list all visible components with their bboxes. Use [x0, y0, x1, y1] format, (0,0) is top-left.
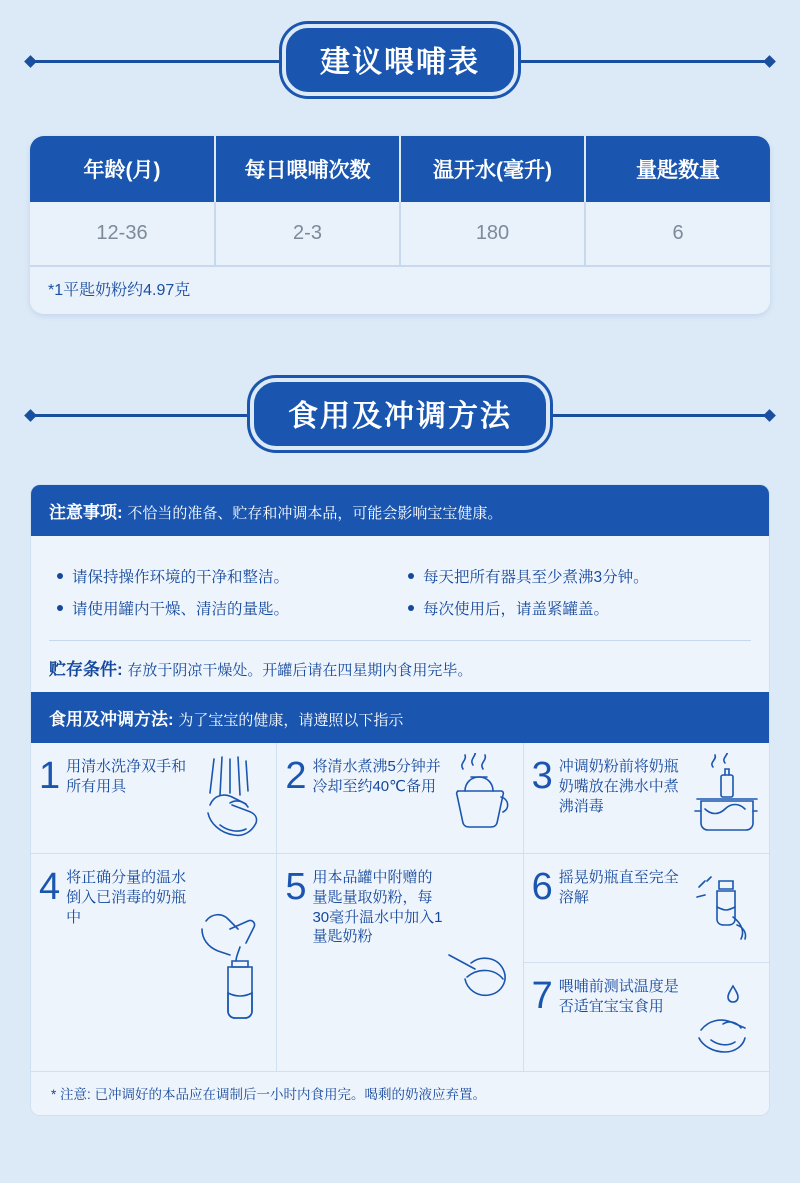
- step-text: 冲调奶粉前将奶瓶奶嘴放在沸水中煮沸消毒: [558, 758, 679, 815]
- caution-bar: [31, 485, 769, 536]
- column-header-warm-water: 温开水(毫升): [400, 136, 585, 202]
- bullet-dot-icon: [408, 605, 414, 611]
- step-item-1: [31, 743, 276, 853]
- storage-heading: [49, 655, 751, 680]
- step-number: 1: [39, 755, 61, 797]
- footnote-star: *: [51, 1087, 57, 1102]
- caution-label: 注意事项:: [49, 503, 123, 522]
- scoop-powder-icon: [443, 864, 517, 1063]
- sterilize-pot-icon: [689, 753, 763, 845]
- preparation-footnote: [31, 1071, 769, 1115]
- step-item-4: [31, 854, 276, 1071]
- storage-text: 存放于阴凉干燥处。开罐后请在四星期内食用完毕。: [127, 662, 473, 679]
- list-item: [49, 592, 400, 624]
- pouring-water-icon: [196, 864, 270, 1063]
- list-item: [49, 560, 400, 592]
- method-text: 为了宝宝的健康，请遵照以下指示: [178, 712, 404, 729]
- cell-age: 12-36: [30, 202, 215, 265]
- preparation-section: [0, 378, 800, 1116]
- bullet-dot-icon: [57, 605, 63, 611]
- prep-section-title: 食用及冲调方法: [250, 378, 550, 450]
- step-item-6: [524, 854, 769, 962]
- column-header-feeds-per-day: 每日喂哺次数: [215, 136, 400, 202]
- bullet-text: 请使用罐内干燥、清洁的量匙。: [72, 601, 290, 618]
- caution-bullet-list: [49, 560, 751, 628]
- list-item: [400, 560, 751, 592]
- preparation-card: [30, 484, 770, 1116]
- step-number: 6: [531, 866, 553, 908]
- steps-right-column: [524, 854, 769, 1071]
- cell-warm-water: 180: [400, 202, 585, 265]
- method-bar: [31, 692, 769, 743]
- step-text: 将正确分量的温水倒入已消毒的奶瓶中: [66, 869, 187, 926]
- footnote-label: 注意:: [60, 1087, 91, 1102]
- step-number: 5: [285, 866, 307, 908]
- bullet-dot-icon: [57, 573, 63, 579]
- step-text: 将清水煮沸5分钟并冷却至约40℃备用: [312, 758, 441, 795]
- method-label: 食用及冲调方法:: [49, 710, 174, 729]
- caution-text: 不恰当的准备、贮存和冲调本品，可能会影响宝宝健康。: [127, 505, 503, 522]
- step-text: 用本品罐中附赠的量匙量取奶粉，每30毫升温水中加入1量匙奶粉: [312, 869, 443, 946]
- bullet-dot-icon: [408, 573, 414, 579]
- shake-bottle-icon: [689, 864, 763, 954]
- step-text: 用清水洗净双手和所有用具: [66, 758, 187, 795]
- feeding-table: [30, 136, 770, 265]
- step-number: 4: [39, 866, 61, 908]
- step-text: 喂哺前测试温度是否适宜宝宝食用: [558, 978, 679, 1015]
- list-item: [400, 592, 751, 624]
- footnote-text: 已冲调好的本品应在调制后一小时内食用完。喝剩的奶液应弃置。: [94, 1087, 487, 1102]
- step-item-7: [524, 963, 769, 1071]
- column-header-scoops: 量匙数量: [585, 136, 770, 202]
- bullet-text: 请保持操作环境的干净和整洁。: [72, 569, 290, 586]
- table-footnote: *1平匙奶粉约4.97克: [30, 265, 770, 314]
- bullet-text: 每天把所有器具至少煮沸3分钟。: [423, 569, 649, 586]
- storage-block: [31, 641, 769, 692]
- steps-grid: [31, 743, 769, 1071]
- feeding-title-wrap: [0, 24, 800, 96]
- boiling-kettle-icon: [443, 753, 517, 845]
- caution-bullets-block: [31, 536, 769, 640]
- storage-label: 贮存条件:: [49, 660, 123, 679]
- step-text: 摇晃奶瓶直至完全溶解: [558, 869, 679, 906]
- step-number: 2: [285, 755, 307, 797]
- cell-scoops: 6: [585, 202, 770, 265]
- step-item-5: [277, 854, 522, 1071]
- step-number: 7: [531, 975, 553, 1017]
- bullet-text: 每次使用后，请盖紧罐盖。: [423, 601, 610, 618]
- step-number: 3: [531, 755, 553, 797]
- cell-feeds-per-day: 2-3: [215, 202, 400, 265]
- feeding-section-title: 建议喂哺表: [282, 24, 518, 96]
- table-header-row: [30, 136, 770, 202]
- feeding-table-card: [30, 136, 770, 314]
- step-item-3: [524, 743, 769, 853]
- column-header-age: 年龄(月): [30, 136, 215, 202]
- table-row: [30, 202, 770, 265]
- washing-hands-icon: [196, 753, 270, 845]
- test-temperature-icon: [689, 973, 763, 1063]
- prep-title-wrap: [0, 378, 800, 450]
- step-item-2: [277, 743, 522, 853]
- feeding-table-section: [0, 0, 800, 314]
